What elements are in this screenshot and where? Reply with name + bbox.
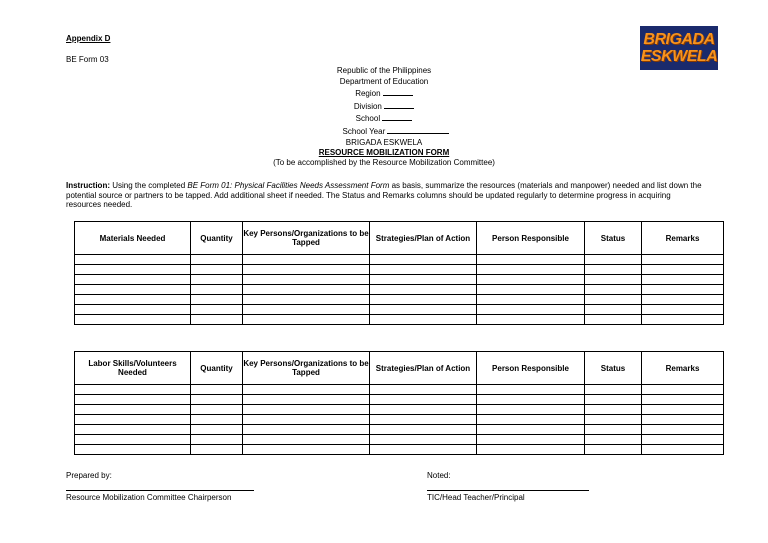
instruction-label: Instruction:	[66, 181, 110, 190]
noted-role: TIC/Head Teacher/Principal	[427, 493, 525, 502]
col-header-key-persons: Key Persons/Organizations to be Tapped	[243, 222, 370, 255]
appendix-label: Appendix D	[66, 34, 111, 43]
table-row[interactable]	[75, 255, 724, 265]
table-row[interactable]	[75, 315, 724, 325]
table-row[interactable]	[75, 415, 724, 425]
col-header-quantity: Quantity	[191, 222, 243, 255]
instruction-paragraph: Instruction: Using the completed BE Form 01: Physical Facilities Needs Assessment Form as basis, summarize the resources (materials and manpower) needed and list down the potential source or partners to be tapped. Add additional sheet if needed. The Status and Remarks columns should be updated regularly to determine progress in acquiring resources needed.	[66, 181, 702, 209]
table-row[interactable]	[75, 295, 724, 305]
noted-signature-line[interactable]	[427, 490, 589, 491]
prepared-signature-line[interactable]	[66, 490, 254, 491]
col-header-remarks: Remarks	[642, 222, 724, 255]
form-reference: BE Form 01: Physical Facilities Needs Assessment Form	[187, 181, 390, 190]
table-row[interactable]	[75, 395, 724, 405]
document-header	[284, 66, 484, 138]
table-row[interactable]	[75, 445, 724, 455]
program-name: BRIGADA ESKWELA	[345, 138, 423, 147]
header-school-year: School Year	[284, 125, 484, 138]
logo-line2: ESKWELA	[640, 48, 718, 65]
header-division: Division	[284, 100, 484, 113]
table-row[interactable]	[75, 385, 724, 395]
table-row[interactable]	[75, 265, 724, 275]
col-header-status: Status	[585, 352, 642, 385]
prepared-by-label: Prepared by:	[66, 471, 112, 480]
col-header-labor-skills: Labor Skills/Volunteers Needed	[75, 352, 191, 385]
header-department: Department of Education	[339, 76, 429, 86]
form-name: RESOURCE MOBILIZATION FORM	[318, 148, 450, 157]
col-header-strategies: Strategies/Plan of Action	[370, 222, 477, 255]
materials-table	[74, 221, 724, 325]
col-header-status: Status	[585, 222, 642, 255]
col-header-strategies: Strategies/Plan of Action	[370, 352, 477, 385]
table-row[interactable]	[75, 275, 724, 285]
col-header-key-persons: Key Persons/Organizations to be Tapped	[243, 352, 370, 385]
col-header-person-responsible: Person Responsible	[477, 222, 585, 255]
form-subtitle: (To be accomplished by the Resource Mobilization Committee)	[273, 158, 495, 167]
form-number: BE Form 03	[66, 55, 109, 64]
brigada-eskwela-logo	[640, 26, 718, 70]
noted-label: Noted:	[427, 471, 451, 480]
table-row[interactable]	[75, 435, 724, 445]
logo-line1: BRIGADA	[643, 31, 715, 48]
header-republic: Republic of the Philippines	[336, 66, 432, 75]
table-row[interactable]	[75, 405, 724, 415]
col-header-remarks: Remarks	[642, 352, 724, 385]
labor-table	[74, 351, 724, 455]
col-header-materials: Materials Needed	[75, 222, 191, 255]
header-region: Region	[284, 87, 484, 100]
prepared-by-role: Resource Mobilization Committee Chairperson	[66, 493, 232, 502]
header-school: School	[284, 112, 484, 125]
table-row[interactable]	[75, 285, 724, 295]
table-row[interactable]	[75, 305, 724, 315]
table-row[interactable]	[75, 425, 724, 435]
col-header-quantity: Quantity	[191, 352, 243, 385]
col-header-person-responsible: Person Responsible	[477, 352, 585, 385]
form-title-block	[200, 138, 568, 168]
